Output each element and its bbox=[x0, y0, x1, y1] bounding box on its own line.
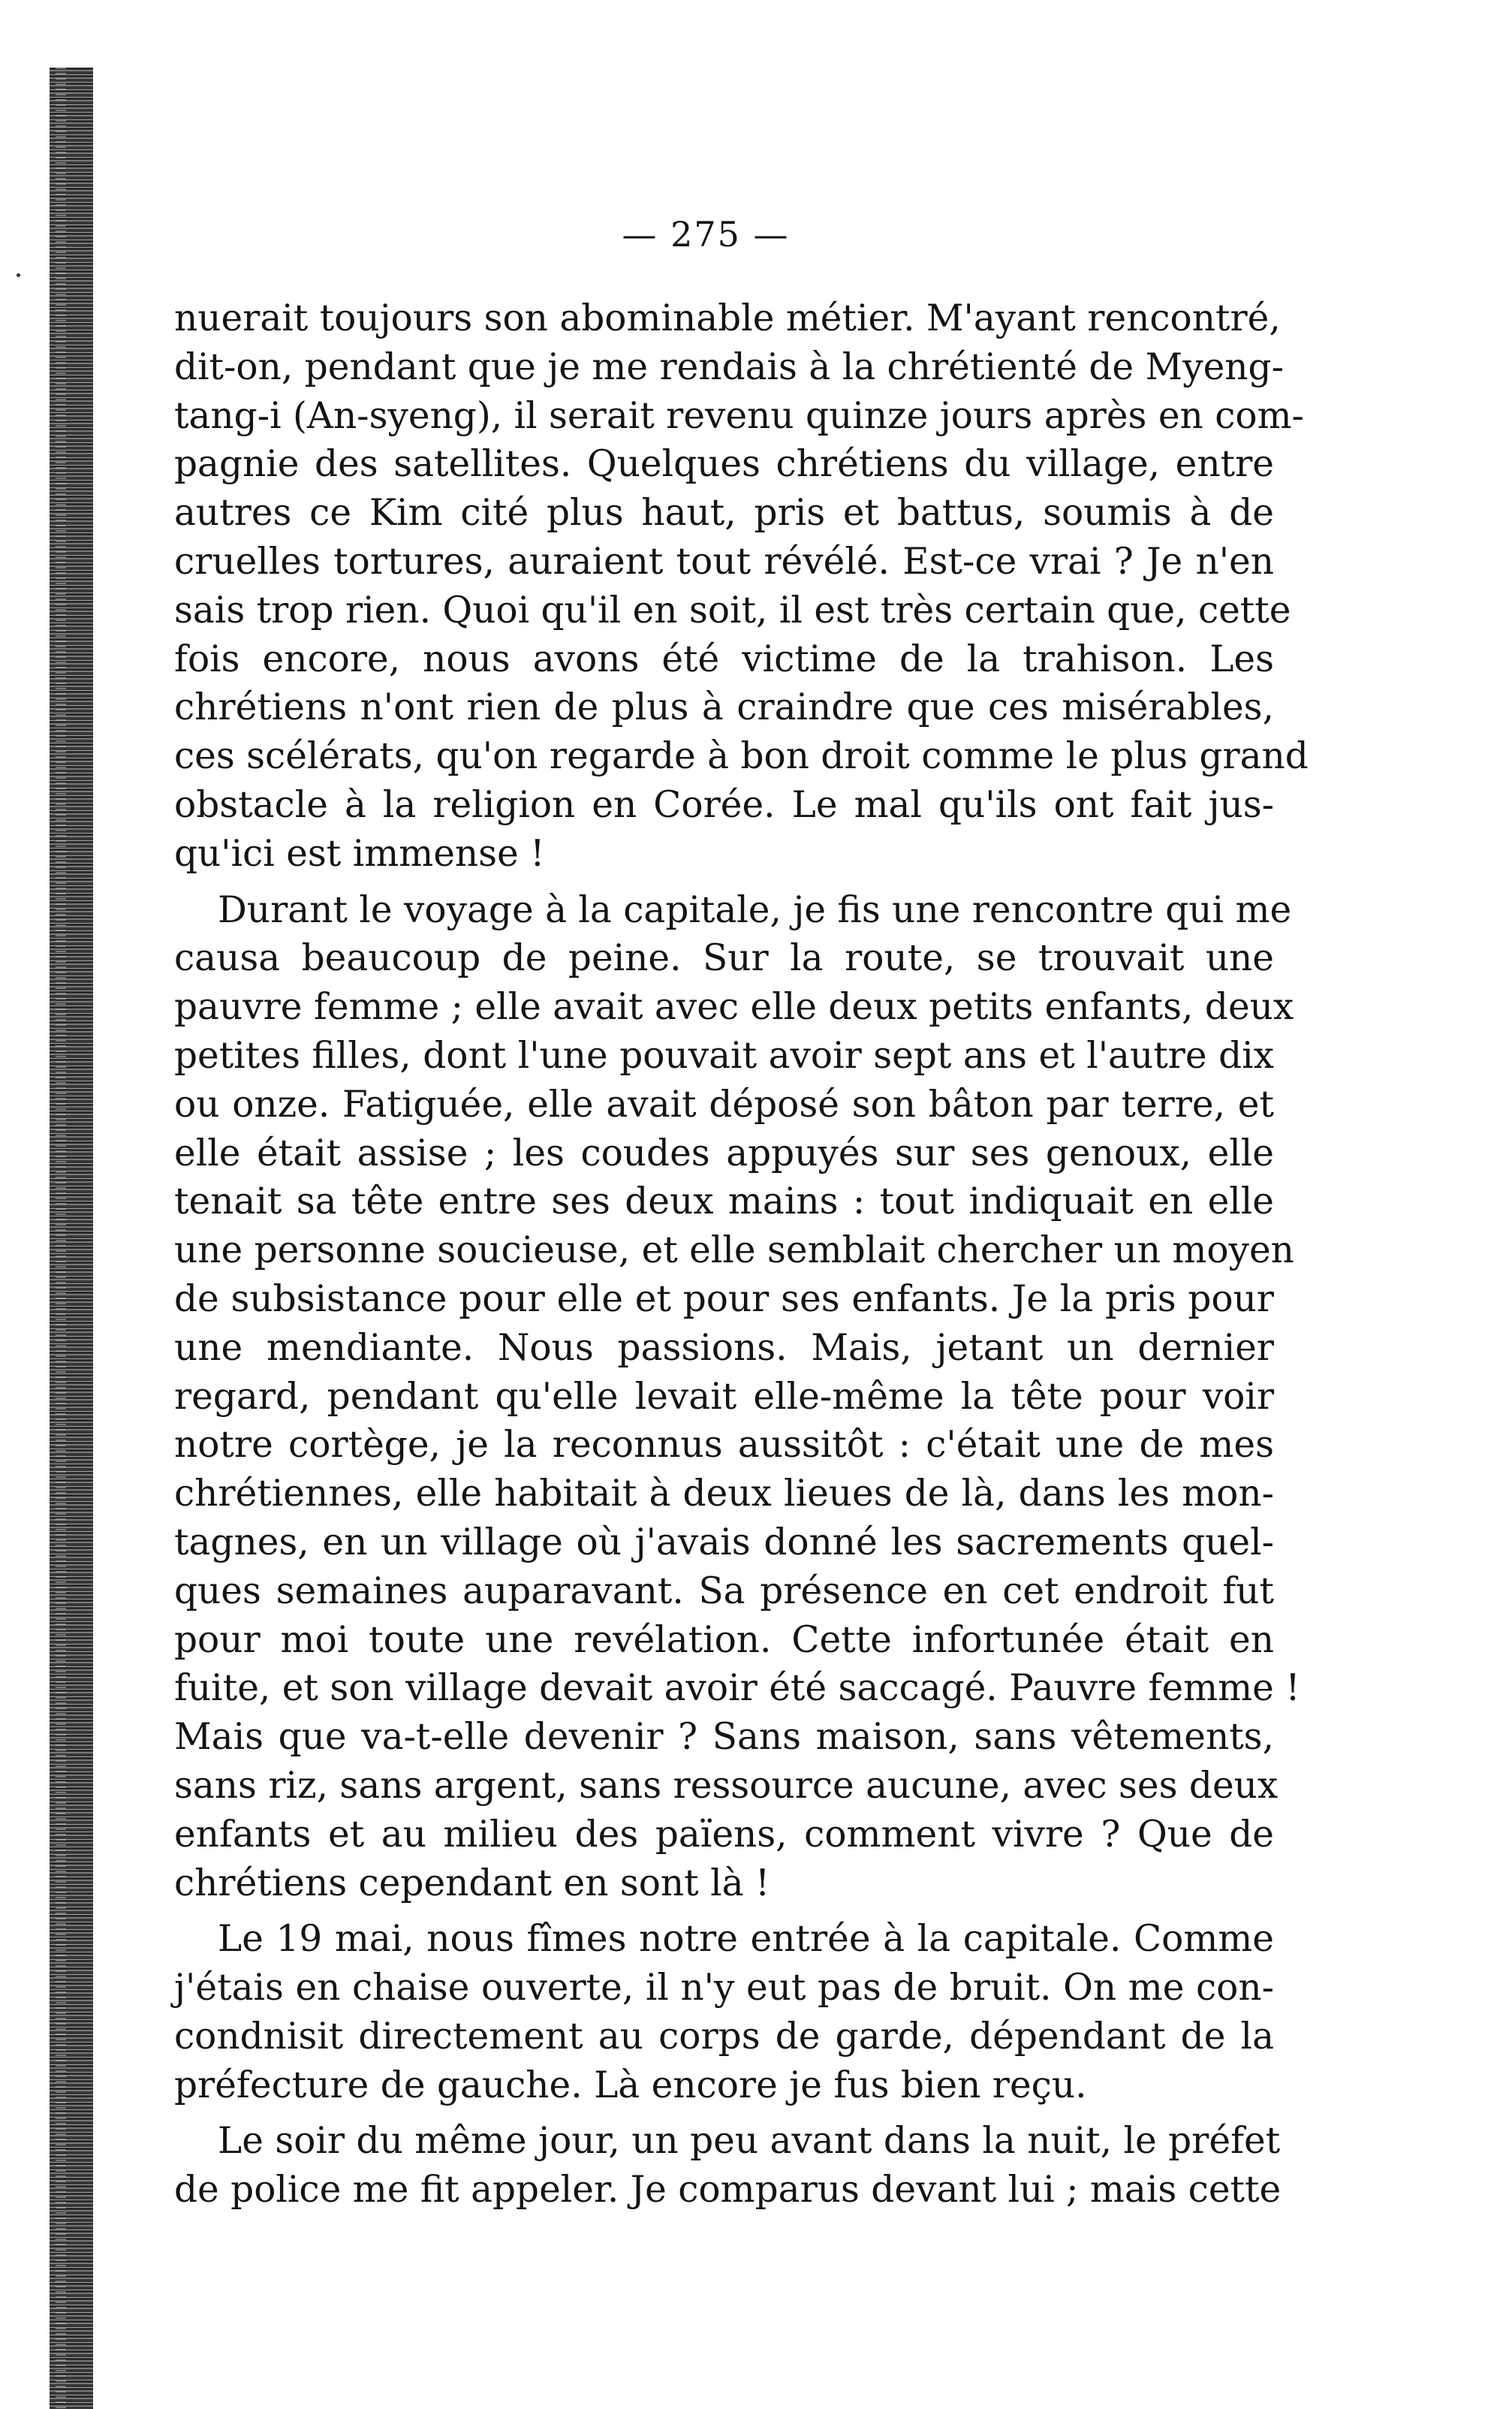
text-line: Mais que va-t-elle devenir ? Sans maison, sans vêtements, bbox=[174, 1716, 1274, 1759]
paragraph bbox=[174, 886, 1300, 1908]
text-line: cruelles tortures, auraient tout révélé. Est-ce vrai ? Je n'en bbox=[174, 540, 1274, 583]
text-line: chrétiens cependant en sont là ! bbox=[174, 1862, 770, 1904]
text-line: tenait sa tête entre ses deux mains : tout indiquait en elle bbox=[174, 1180, 1274, 1223]
text-line: Le soir du même jour, un peu avant dans la nuit, le préfet bbox=[218, 2120, 1281, 2163]
body-text bbox=[174, 294, 1309, 2215]
text-line: elle était assise ; les coudes appuyés sur ses genoux, elle bbox=[174, 1132, 1274, 1174]
text-line: de police me fit appeler. Je comparus devant lui ; mais cette bbox=[174, 2169, 1282, 2212]
text-line: ces scélérats, qu'on regarde à bon droit comme le plus grand bbox=[174, 735, 1309, 778]
paragraph bbox=[174, 2117, 1282, 2215]
text-line: fuite, et son village devait avoir été saccagé. Pauvre femme ! bbox=[174, 1667, 1300, 1710]
paragraph-gap bbox=[174, 2109, 1274, 2117]
text-line: chrétiennes, elle habitait à deux lieues de là, dans les mon- bbox=[174, 1473, 1274, 1515]
text-line: pauvre femme ; elle avait avec elle deux petits enfants, deux bbox=[174, 986, 1294, 1029]
text-line: tang-i (An-syeng), il serait revenu quinze jours après en com- bbox=[174, 394, 1304, 437]
paragraph bbox=[174, 1915, 1274, 2109]
text-line: dit-on, pendant que je me rendais à la chrétienté de Myeng- bbox=[174, 345, 1284, 388]
text-line: ques semaines auparavant. Sa présence en cet endroit fut bbox=[174, 1569, 1274, 1612]
text-line: regard, pendant qu'elle levait elle-même la tête pour voir bbox=[174, 1375, 1274, 1418]
text-line: condnisit directement au corps de garde, dépendant de la bbox=[174, 2015, 1274, 2058]
text-line: fois encore, nous avons été victime de la trahison. Les bbox=[174, 638, 1274, 680]
text-line: qu'ici est immense ! bbox=[174, 832, 545, 875]
text-line: nuerait toujours son abominable métier. M'ayant rencontré, bbox=[174, 297, 1281, 339]
text-line: enfants et au milieu des païens, comment vivre ? Que de bbox=[174, 1813, 1274, 1856]
text-line: causa beaucoup de peine. Sur la route, se trouvait une bbox=[174, 937, 1274, 980]
text-line: Le 19 mai, nous fîmes notre entrée à la capitale. Comme bbox=[218, 1918, 1274, 1961]
book-binding-edge bbox=[50, 68, 93, 2409]
text-line: pour moi toute une revélation. Cette infortunée était en bbox=[174, 1618, 1274, 1661]
text-line: j'étais en chaise ouverte, il n'y eut pas de bruit. On me con- bbox=[174, 1967, 1274, 2010]
text-line: sans riz, sans argent, sans ressource aucune, avec ses deux bbox=[174, 1764, 1279, 1807]
text-line: obstacle à la religion en Corée. Le mal qu'ils ont fait jus- bbox=[174, 783, 1274, 826]
text-line: notre cortège, je la reconnus aussitôt : c'était une de mes bbox=[174, 1424, 1274, 1467]
text-line: autres ce Kim cité plus haut, pris et battus, soumis à de bbox=[174, 492, 1274, 535]
text-line: une personne soucieuse, et elle semblait chercher un moyen bbox=[174, 1229, 1294, 1272]
paragraph-gap bbox=[174, 1907, 1274, 1915]
page-number: — 275 — bbox=[622, 214, 790, 255]
text-line: sais trop rien. Quoi qu'il en soit, il est très certain que, cette bbox=[174, 589, 1291, 632]
text-line: de subsistance pour elle et pour ses enfants. Je la pris pour bbox=[174, 1277, 1274, 1320]
text-line: une mendiante. Nous passions. Mais, jetant un dernier bbox=[174, 1326, 1274, 1369]
paragraph-gap bbox=[174, 879, 1274, 886]
text-line: Durant le voyage à la capitale, je fis une rencontre qui me bbox=[218, 888, 1292, 931]
text-line: préfecture de gauche. Là encore je fus bien reçu. bbox=[174, 2064, 1087, 2106]
text-line: ou onze. Fatiguée, elle avait déposé son bâton par terre, et bbox=[174, 1083, 1274, 1126]
text-line: chrétiens n'ont rien de plus à craindre que ces misérables, bbox=[174, 686, 1274, 729]
text-line: pagnie des satellites. Quelques chrétiens du village, entre bbox=[174, 443, 1274, 486]
paragraph bbox=[174, 294, 1309, 879]
ink-speck bbox=[17, 273, 20, 277]
text-line: petites filles, dont l'une pouvait avoir sept ans et l'autre dix bbox=[174, 1034, 1274, 1077]
text-line: tagnes, en un village où j'avais donné les sacrements quel- bbox=[174, 1521, 1274, 1563]
